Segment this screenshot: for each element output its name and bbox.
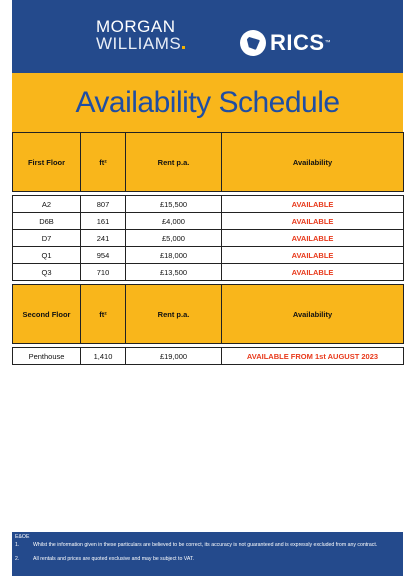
morgan-williams-logo — [96, 18, 185, 52]
table-row — [13, 348, 404, 365]
rent-cell: £19,000 — [126, 348, 222, 365]
header-banner — [12, 0, 403, 73]
rics-text: RICS — [270, 30, 325, 55]
size-cell: 710 — [81, 264, 126, 281]
title-band — [12, 73, 403, 132]
note-number: 1. — [15, 542, 20, 548]
eoe-label: E&OE — [15, 534, 30, 540]
unit-cell: D6B — [13, 213, 81, 230]
section-header-row — [13, 133, 404, 192]
header-cell: Availability — [222, 133, 404, 192]
size-cell: 161 — [81, 213, 126, 230]
rent-cell: £5,000 — [126, 230, 222, 247]
unit-cell: A2 — [13, 196, 81, 213]
size-cell: 807 — [81, 196, 126, 213]
note-text: All rentals and prices are quoted exclusive and may be subject to VAT. — [33, 556, 194, 562]
brand-line1: MORGAN — [96, 17, 176, 36]
page-title: Availability Schedule — [75, 85, 340, 119]
footer-disclaimer — [12, 532, 403, 576]
table-row — [13, 264, 404, 281]
brand-line2: WILLIAMS — [96, 35, 185, 52]
size-cell: 954 — [81, 247, 126, 264]
note-text: Whilst the information given in these particulars are believed to be correct, its accuracy is not guaranteed and is expressly excluded from any contract. — [33, 542, 378, 548]
header-cell: Rent p.a. — [126, 285, 222, 344]
header-cell: ft² — [81, 285, 126, 344]
header-cell: Availability — [222, 285, 404, 344]
unit-cell: Q3 — [13, 264, 81, 281]
availability-cell: AVAILABLE — [222, 196, 404, 213]
header-cell: ft² — [81, 133, 126, 192]
table-row — [13, 230, 404, 247]
availability-cell: AVAILABLE — [222, 230, 404, 247]
note-number: 2. — [15, 556, 20, 562]
rics-logo — [240, 30, 331, 56]
table-row — [13, 196, 404, 213]
header-cell: First Floor — [13, 133, 81, 192]
unit-cell: D7 — [13, 230, 81, 247]
rics-trademark: ™ — [324, 40, 331, 46]
availability-cell: AVAILABLE — [222, 213, 404, 230]
rent-cell: £15,500 — [126, 196, 222, 213]
table-row — [13, 213, 404, 230]
size-cell: 241 — [81, 230, 126, 247]
table-row — [13, 247, 404, 264]
size-cell: 1,410 — [81, 348, 126, 365]
rent-cell: £4,000 — [126, 213, 222, 230]
availability-table — [12, 132, 404, 365]
unit-cell: Q1 — [13, 247, 81, 264]
availability-cell: AVAILABLE — [222, 264, 404, 281]
rent-cell: £13,500 — [126, 264, 222, 281]
availability-cell: AVAILABLE — [222, 247, 404, 264]
header-cell: Rent p.a. — [126, 133, 222, 192]
section-header-row — [13, 285, 404, 344]
availability-cell: AVAILABLE FROM 1st AUGUST 2023 — [222, 348, 404, 365]
rics-lion-icon — [240, 30, 266, 56]
header-cell: Second Floor — [13, 285, 81, 344]
unit-cell: Penthouse — [13, 348, 81, 365]
rent-cell: £18,000 — [126, 247, 222, 264]
